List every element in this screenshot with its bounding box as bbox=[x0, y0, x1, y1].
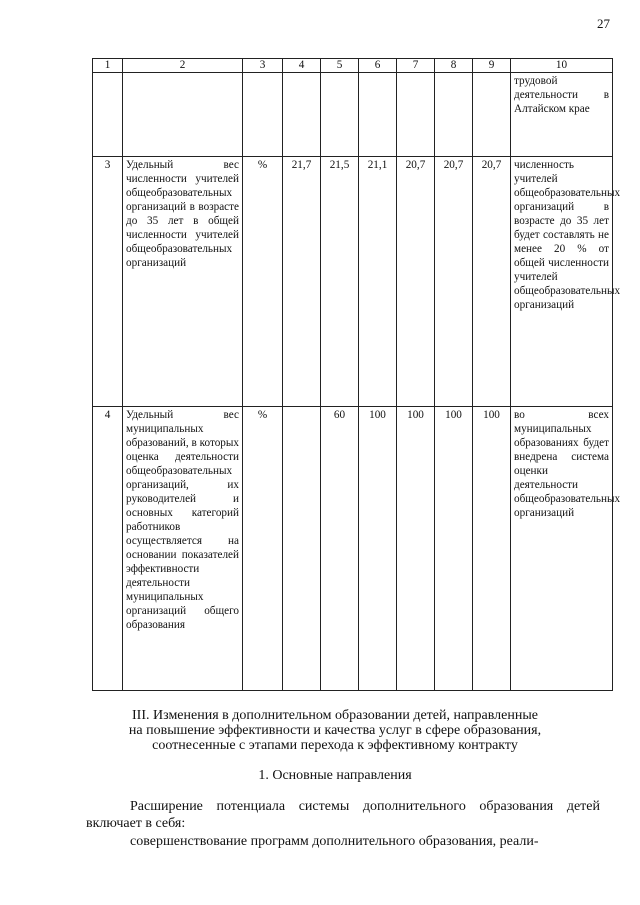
value-cell: 21,1 bbox=[359, 157, 397, 407]
section-title-line: на повышение эффективности и качества услуг в сфере образования, bbox=[128, 723, 542, 738]
result-cell: во всех муниципальных образованиях будет внедрена система оценки деятельности общеобразовательных организаций bbox=[511, 407, 613, 691]
value-cell: 100 bbox=[473, 407, 511, 691]
page-number: 27 bbox=[597, 16, 610, 31]
header-cell: 5 bbox=[321, 59, 359, 73]
value-cell: 100 bbox=[397, 407, 435, 691]
indicator-cell: Удельный вес численности учителей общеобразовательных организаций в возрасте до 35 лет в общей численности учителей общеобразовательных организаций bbox=[123, 157, 243, 407]
section-title-line: соотнесенные с этапами перехода к эффективному контракту bbox=[152, 738, 518, 753]
header-cell: 7 bbox=[397, 59, 435, 73]
value-cell: 20,7 bbox=[473, 157, 511, 407]
value-cell: 100 bbox=[435, 407, 473, 691]
value-cell: 20,7 bbox=[435, 157, 473, 407]
section-title-line: III. Изменения в дополнительном образовании детей, направленные bbox=[132, 708, 538, 723]
header-cell: 9 bbox=[473, 59, 511, 73]
header-cell: 3 bbox=[243, 59, 283, 73]
header-cell: 10 bbox=[511, 59, 613, 73]
row-number: 4 bbox=[93, 407, 123, 691]
table-row bbox=[93, 157, 613, 407]
indicator-cell: Удельный вес муниципальных образований, в которых оценка деятельности общеобразовательных организаций, их руководителей и основных категорий работников осуществляется на основании показателей эффективности деятельности муниципальных организаций общего образования bbox=[123, 407, 243, 691]
unit-cell: % bbox=[243, 157, 283, 407]
row-number: 3 bbox=[93, 157, 123, 407]
value-cell: 21,7 bbox=[283, 157, 321, 407]
table-row bbox=[93, 73, 613, 157]
value-cell: 20,7 bbox=[397, 157, 435, 407]
header-row bbox=[93, 59, 613, 73]
header-cell: 2 bbox=[123, 59, 243, 73]
header-cell: 1 bbox=[93, 59, 123, 73]
unit-cell: % bbox=[243, 407, 283, 691]
body-paragraph: совершенствование программ дополнительного образования, реали- bbox=[130, 834, 539, 849]
subsection-title: 1. Основные направления bbox=[258, 768, 412, 783]
header-cell: 8 bbox=[435, 59, 473, 73]
value-cell: 21,5 bbox=[321, 157, 359, 407]
header-cell: 6 bbox=[359, 59, 397, 73]
value-cell: 60 bbox=[321, 407, 359, 691]
result-cell: численность учителей общеобразовательных организаций в возрасте до 35 лет будет составлять не менее 20 % от общей численности учителей общеобразовательных организаций bbox=[511, 157, 613, 407]
indicators-table bbox=[92, 58, 621, 691]
section-title bbox=[60, 708, 610, 753]
value-cell: 100 bbox=[359, 407, 397, 691]
value-cell bbox=[283, 407, 321, 691]
body-paragraph: Расширение потенциала системы дополнительного образования детей включает в себя: bbox=[86, 799, 600, 831]
table-row bbox=[93, 407, 613, 691]
header-cell: 4 bbox=[283, 59, 321, 73]
continued-result-cell: трудовой деятельности в Алтайском крае bbox=[511, 73, 613, 157]
